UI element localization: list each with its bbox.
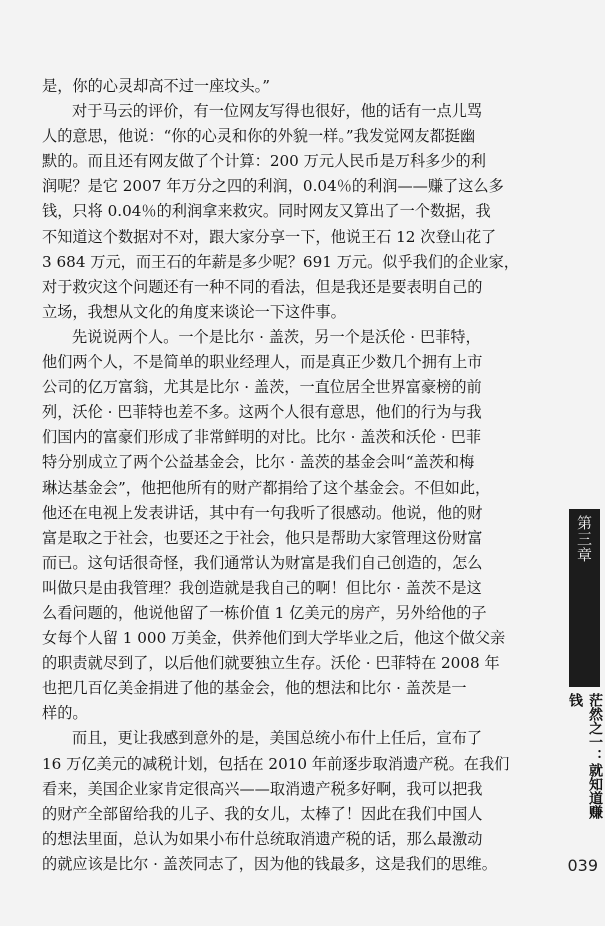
text-line: 对于马云的评价，有一位网友写得也很好，他的话有一点儿骂: [72, 102, 483, 121]
chapter-running-title-label: 茫然之一：就知道赚钱: [567, 693, 603, 819]
text-line: 是，你的心灵却高不过一座坟头。”: [42, 77, 270, 95]
chapter-tab: [569, 509, 600, 687]
text-line: 润呢？是它 2007 年万分之四的利润，0.04％的利润——赚了这么多: [42, 177, 504, 196]
text-line: 公司的亿万富翁，尤其是比尔 · 盖茨，一直位居全世界富豪榜的前: [42, 378, 482, 397]
chapter-tab-label: 第三章: [575, 515, 593, 563]
text-line: 的财产全部留给我的儿子、我的女儿，太棒了！因此在我们中国人: [42, 804, 483, 823]
text-line: 样的。: [42, 704, 88, 723]
text-line: 默的。而且还有网友做了个计算：200 万元人民币是万科多少的利: [42, 152, 486, 171]
text-line: 的就应该是比尔 · 盖茨同志了，因为他的钱最多，这是我们的思维。: [42, 854, 497, 873]
text-line: 特分别成立了两个公益基金会，比尔 · 盖茨的基金会叫“盖茨和梅: [42, 453, 475, 472]
chapter-running-title: [567, 693, 603, 823]
margin-bleed-through: [574, 22, 600, 82]
text-line: 3 684 万元，而王石的年薪是多少呢？691 万元。似乎我们的企业家，: [42, 252, 519, 271]
text-line: 而已。这句话很奇怪，我们通常认为财富是我们自己创造的，怎么: [42, 553, 483, 572]
text-line: 们国内的富豪们形成了非常鲜明的对比。比尔 · 盖茨和沃伦 · 巴菲: [42, 428, 482, 447]
text-line: 他还在电视上发表讲话，其中有一句我听了很感动。他说，他的财: [42, 503, 483, 522]
text-line: 立场，我想从文化的角度来谈论一下这件事。: [42, 302, 346, 321]
text-line: 人的意思，他说：“你的心灵和你的外貌一样。”我发觉网友都挺幽: [42, 127, 476, 146]
text-line: 16 万亿美元的减税计划，包括在 2010 年前逐步取消遗产税。在我们: [42, 754, 510, 773]
text-line: 的职责就尽到了，以后他们就要独立生存。沃伦 · 巴菲特在 2008 年: [42, 654, 500, 673]
text-line: 列，沃伦 · 巴菲特也差不多。这两个人很有意思，他们的行为与我: [42, 403, 482, 422]
text-line: 女每个人留 1 000 万美金，供养他们到大学毕业之后，他这个做父亲: [42, 629, 506, 648]
text-line: 的想法里面，总认为如果小布什总统取消遗产税的话，那么最激动: [42, 829, 483, 848]
text-line: 钱，只将 0.04％的利润拿来救灾。同时网友又算出了一个数据，我: [42, 202, 491, 221]
text-line: 对于救灾这个问题还有一种不同的看法，但是我还是要表明自己的: [42, 277, 483, 296]
text-line: 而且，更让我感到意外的是，美国总统小布什上任后，宣布了: [72, 729, 483, 748]
text-line: 叫做只是由我管理？我创造就是我自己的啊！但比尔 · 盖茨不是这: [42, 578, 482, 597]
text-line: 琳达基金会”，他把他所有的财产都捐给了这个基金会。不但如此，: [42, 478, 491, 497]
text-line: 富是取之于社会，也要还之于社会，他只是帮助大家管理这份财富: [42, 528, 483, 547]
page-number: 039: [567, 856, 598, 875]
body-text: [42, 74, 544, 877]
text-line: 他们两个人，不是简单的职业经理人，而是真正少数几个拥有上市: [42, 353, 483, 372]
text-line: 么看问题的，他说他留了一栋价值 1 亿美元的房产，另外给他的子: [42, 603, 487, 622]
text-line: 也把几百亿美金捐进了他的基金会，他的想法和比尔 · 盖茨是一: [42, 679, 467, 698]
text-line: 先说说两个人。一个是比尔 · 盖茨，另一个是沃伦 · 巴菲特，: [72, 327, 481, 346]
text-line: 不知道这个数据对不对，跟大家分享一下，他说王石 12 次登山花了: [42, 227, 497, 246]
text-line: 看来，美国企业家肯定很高兴——取消遗产税多好啊，我可以把我: [42, 779, 483, 798]
